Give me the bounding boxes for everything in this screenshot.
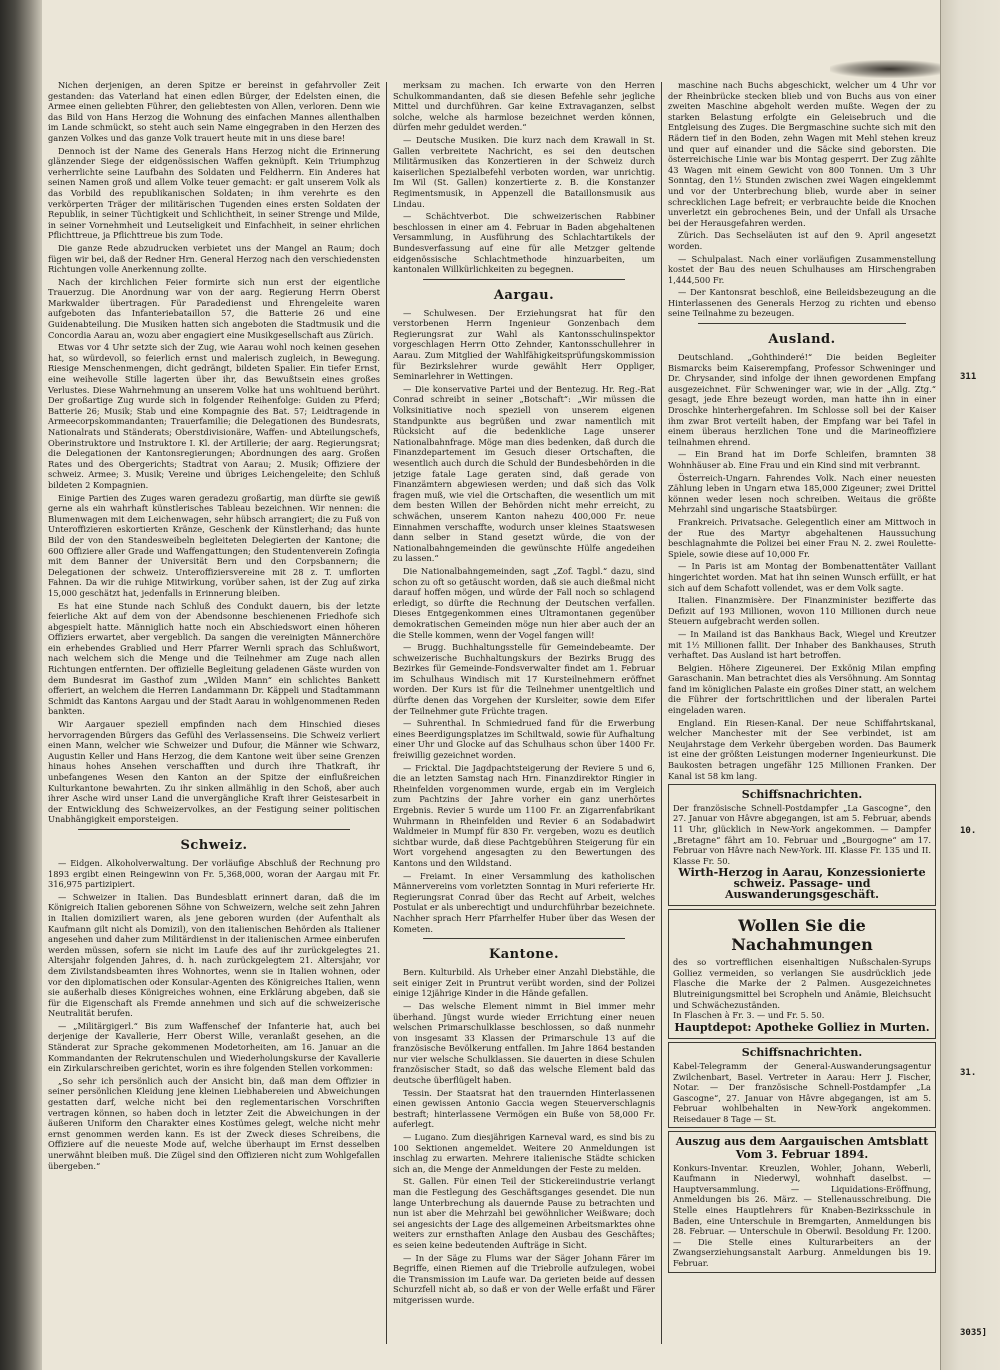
- paragraph: Einige Partien des Zuges waren geradezu großartig, man dürfte sie gewiß gerne als ein wahrhaft künstlerisches Tableau bezeichnen. Wir nennen: die Blumenwagen mit dem Leichenwagen, sehr hübsch arrangiert; die zu Fuß von Unteroffizieren eskortierten Kränze, Geschenk der Künstlerhand; das hunte Bild der von den Standesweibeln begleiteten Delegierten der Kantone; die 600 Offiziere aller Grade und Waffengattungen; den Studentenverein Zofingia mit dem Banner der Universität Bern und den Corpsbannern; die Delegationen der schweiz. Unteroffiziersvereine mit 28 z. T. umflorten Fahnen. Da wir die ruhige Mitwirkung, vorüber sahen, ist der Zug auf zirka 15,000 geschätzt hat, jedenfalls in Erinnerung bleiben.: [48, 492, 380, 598]
- paragraph: England. Ein Riesen-Kanal. Der neue Schiffahrtskanal, welcher Manchester mit der See verbindet, ist am Neujahrstage dem Verkehr übergeben worden. Das Baumerk ist eine der größten Leistungen moderner Ingenieurkunst. Die Baukosten betragen ungefähr 125 Millionen Franken. Der Kanal ist 58 km lang.: [668, 717, 936, 781]
- paragraph: „So sehr ich persönlich auch der Ansicht bin, daß man dem Offizier in seiner persönlichen Kleidung jene kleinen Liebhabereien und Abweichungen gestatten darf, welche nicht bei den reglementarischen Vorschriften vertragen können, so haben doch in letzter Zeit die Abweichungen in der äußeren Uniform den Charakter eines Kostümes gelegt, welche nicht mehr ernst genommen werden kann. Es ist der Zweck dieses Schreibens, die Offiziere auf die neueste Mode auf, welche überhaupt im Ernst desselben unerwähnt bleiben muß. Die Zügel sind den Offizieren nicht zum Wohlgefallen übergeben.“: [48, 1075, 380, 1171]
- excerpt-text: Konkurs-Inventar. Kreuzlen, Wohler, Johann, Weberli, Kaufmann in Niederwyl, wohnhaft daselbst. — Hauptversammlung. — Liquidations-Eröffnung, Anmeldungen bis 26. März. — Stellenausschreibung. Die Stelle eines Hauptlehrers für Knaben-Bezirksschule in Baden, eine Unterschule in Bremgarten, Anmeldungen bis 28. Februar. — Unterschule in Oberwil. Besoldung Fr. 1200. — Die Stelle eines Kulturarbeiters an der Zwangserziehungsanstalt Aarburg. Anmeldungen bis 19. Februar.: [673, 1162, 931, 1268]
- paragraph: Nach der kirchlichen Feier formirte sich nun erst der eigentliche Trauerzug. Die Anordnung war von der aarg. Regierung Herrn Oberst Markwalder übertragen. Für Paradedienst und Ehrengeleite waren aufgeboten das Infanteriebataillon 57, die Batterie 26 und eine Guidenabteilung. Die Musiken hatten sich angeboten die Stadtmusik und die Concordia Aarau an, wozu aber engagiert eine Musikgesellschaft aus Zürich.: [48, 276, 380, 340]
- advertisement-shipping: [668, 784, 936, 906]
- adjacent-page-strip: [940, 0, 1000, 1370]
- section-divider: [78, 829, 350, 830]
- section-title-schweiz: Schweiz.: [180, 837, 248, 853]
- column-2: [393, 80, 655, 1345]
- advertisement-golliez: [668, 909, 936, 1039]
- column-1: [48, 80, 380, 1345]
- paragraph: — Das welsche Element nimmt in Biel immer mehr überhand. Jüngst wurde wieder Errichtung einer neuen welschen Primarschulklasse beschlossen, so daß nunmehr von insgesamt 33 Klassen der Primarschule 13 auf die französische Bevölkerung entfallen. Im Jahre 1864 bestanden nur vier welsche Schulklassen. Sie dauerten in diese Schulen französischer Stadt, so daß das welsche Element bald das deutsche überflügelt haben.: [393, 1000, 655, 1086]
- section-title-aargau: Aargau.: [493, 287, 555, 303]
- section-title-ausland: Ausland.: [768, 332, 836, 348]
- paragraph: — Der Kantonsrat beschloß, eine Beileidsbezeugung an die Hinterlassenen des Generals Herzog zu richten und ebenso seine Teilnahme zu bezeugen.: [668, 287, 936, 319]
- column-3: [668, 80, 936, 1345]
- paragraph: — In Paris ist am Montag der Bombenattentäter Vaillant hingerichtet worden. Mat hat ihn seinen Wunsch erfüllt, er hat sich auf dem Schafott vollendet, was er dem Volk sagte.: [668, 561, 936, 593]
- section-divider: [698, 323, 906, 324]
- ink-smudge: [830, 60, 950, 78]
- amtsblatt-excerpt: [668, 1131, 936, 1272]
- paragraph: maschine nach Buchs abgeschickt, welcher um 4 Uhr vor der Rheinbrücke stecken blieb und von Buchs aus von einer zweiten Maschine abgeholt werden mußte. Wegen der zu starken Belastung erfolgte ein Geleisebruch und die Entgleisung des Zuges. Die Bergmaschine suchte sich mit den Rädern tief in den Boden, zehn Wagen mit Mehl stehen kreuz und quer auf einander und die Säcke sind geborsten. Die österreichische Linie war bis Montag gesperrt. Der Zug zählte 43 Wagen mit einem Gewicht von 800 Tonnen. Um 3 Uhr Sonntag, den 1½ Stunden zwischen zwei Wagen eingeklemmt und vor der Unterbrechung blieb, wurde aber in seiner schrecklichen Lage befreit; er verbrauchte beide die Knochen unverletzt ein gebrochenes Bein, und der Unfall als Ursache bei der Herausgefahren werden.: [668, 80, 936, 228]
- edge-mark: 10.: [960, 826, 977, 836]
- paragraph: — Fricktal. Die Jagdpachtsteigerung der Reviere 5 und 6, die an letzten Samstag nach Hrn. Finanzdirektor Ringier in Rheinfelden vorgenommen wurde, ergab ein im Vergleich zum Pachtzins der Jahre vorher ein ganz unerhörtes Ergebnis. Revier 5 wurde um 1100 Fr. an Zigarrenfabrikant Wuhrmann in Rheinfelden und Revier 6 an Sodabadwirt Waldmeier in Mumpf für 830 Fr. vergeben, wozu es deutlich sichtbar wurde, daß diese Pachtgebühren Steigerung für ein Wort vorgehend angesagten zu den Bewertungen des Kantons und den Wildstand.: [393, 762, 655, 868]
- paragraph: Nichen derjenigen, an deren Spitze er bereinst in gefahrvoller Zeit gestanden: das Vaterland hat einen edlen Bürger, der Edelsten einen, die Armee einen geliebten Führer, den geliebtesten von Allen, verloren. Denn wie das Bild von Hans Herzog die Wohnung des einfachen Mannes allenthalben im Lande schmückt, so steht auch sein Name eingegraben in den Herzen des ganzen Volkes und das ganze Volk trauert heute mit in uns diese bare!: [48, 80, 380, 143]
- scan-binding-edge: [0, 0, 42, 1370]
- ad-price: In Flaschen à Fr. 3. — und Fr. 5. 50.: [673, 1010, 825, 1021]
- ad-headline: Wollen Sie die Nachahmungen: [731, 916, 873, 955]
- ad-title: Schiffsnachrichten.: [741, 788, 863, 802]
- edge-mark: 311: [960, 372, 977, 382]
- excerpt-title: Auszug aus dem Aargauischen Amtsblatt: [675, 1135, 929, 1149]
- paragraph: Dennoch ist der Name des Generals Hans Herzog nicht die Erinnerung glänzender Siege der eidgenössischen Waffen geknüpft. Kein Triumphzug verherrlichte seine Laufbahn des Soldaten und Feldherrn. Ein Anderes hat seinen Namen groß und allem Volke teuer gemacht: er galt unserem Volk als das Vorbild des republikanischen Soldaten; in ihm verehrte es den verkörperten Träger der militärischen Tugenden eines ersten Soldaten der Republik, in seiner Tüchtigkeit und Schlichtheit, in seiner Strenge und Milde, in seiner Vornehmheit und Leutseligkeit und Einfachheit, in seiner ehrlichen Pflichttreue, ja Pflichttreue bis zum Tode.: [48, 145, 380, 241]
- section-divider: [423, 938, 625, 939]
- paragraph: — Schächtverbot. Die schweizerischen Rabbiner beschlossen in einer am 4. Februar in Baden abgehaltenen Versammlung, in Ausführung des Schlachtartikels der Bundesverfassung auf eine für alle Metzger geltende eidgenössische Schlachtmethode hinzuarbeiten, um kantonalen Willkürlichkeiten zu begegnen.: [393, 211, 655, 275]
- paragraph: — Schweizer in Italien. Das Bundesblatt erinnert daran, daß die im Königreich Italien geborenen Söhne von Schweizern, welche seit zehn Jahren in Italien domiziliert waren, als jene geboren wurden (der Aufenthalt als Kaufmann gilt nicht als Domizil), von den italienischen Behörden als Italiener angesehen und daher zum Militärdienst in der italienischen Armee einberufen werden müssen, sofern sie nicht im Laufe des auf ihr zurückgelegtes 21. Altersjahr folgenden Jahres, d. h. nach zurückgelegtem 21. Altersjahr, vor dem Zivilstandsbeamten ihres Wohnortes, wenn sie in Italien wohnen, oder vor den diplomatischen oder Konsular-Agenten des Königreiches Italien, wenn sie außerhalb dieses Königreiches wohnen, eine Erklärung abgeben, daß sie für die Eigenschaft als Fremde annehmen und sich auf die schweizerische Neutralität berufen.: [48, 891, 380, 1019]
- paragraph: merksam zu machen. Ich erwarte von den Herren Schulkommandanten, daß sie diesen Befehle sehr jegliche Mittel und durchführen. Gar keine Extravaganzen, selbst solche, welche als harmlose bezeichnet werden können, dürfen mehr geduldet werden.“: [393, 80, 655, 133]
- paragraph: — In Mailand ist das Bankhaus Back, Wiegel und Kreutzer mit 1½ Millionen fallit. Der Inhaber des Bankhauses, Struth verhaftet. Das Ausland ist hart betroffen.: [668, 628, 936, 661]
- paragraph: Wir Aargauer speziell empfinden nach dem Hinschied dieses hervorragenden Bürgers das Gefühl des Verlassenseins. Die Schweiz verliert einen Mann, welcher wie Schweizer und Dufour, die Männer wie Schwarz, Augustin Keller und Hans Herzog, die dem Kantone weit über seine Grenzen hinaus hohes Ansehen verschafften und durch ihre Thatkraft, ihr unbefangenes Wesen den Kanton an der Spitze der einflußreichen Kulturkantone bewahrten. Zu ihr sinken allmählig in den Schoß, aber auch ihrer Asche wird unser Land die unvergängliche Kraft ihrer Geistesarbeit in der Entwicklung des Schweizervolkes, an der Festigung seiner politischen Unabhängigkeit emporsteigen.: [48, 719, 380, 825]
- paragraph: Es hat eine Stunde nach Schluß des Condukt dauern, bis der letzte feierliche Akt auf dem von der Abendsonne beschienenen Friedhofe sich abgespielt hatte. Männiglich hatte noch ein Abschiedswort einen höheren Offiziers erwartet, aber vergeblich. Da sangen die vereinigten Männerchöre ein erhebendes Grablied und Herr Pfarrer Wernli sprach das Schlußwort, nach welchem sich die Menge und die Teilnehmer am Zuge nach allen Richtungen entfernten. Der offizielle Begleitung geladenen Gäste wurden von dem Bundesrat im Gasthof zum „Wilden Mann“ ein schlichtes Bankett offeriert, an welchem die Herren Landammann Dr. Käppeli und Stadtammann Schmidt das Kantons Aargau und der Stadt Aarau in wohlgenommenen Reden bankten.: [48, 600, 380, 717]
- paragraph: Die Nationalbahngemeinden, sagt „Zof. Tagbl.“ dazu, sind schon zu oft so getäuscht worden, daß sie auch dießmal nicht darauf hoffen mögen, und würde der Fall noch so schlagend erledigt, so dürfte die Rechnung der Deutschen verfallen. Dieses Entgegenkommen eines Ultramontanen gegenüber demokratischen Gemeinden möge nun hier aber auch der an die Stelle kommen, wenn der Vogel fangen will!: [393, 565, 655, 640]
- paragraph: — Suhrenthal. In Schmiedrued fand für die Erwerbung eines Beerdigungsplatzes im Schiltwald, sowie für Aufhaltung einer Uhr und Glocke auf das Schulhaus schon über 1400 Fr. freiwillig gezeichnet worden.: [393, 718, 655, 761]
- column-rule-1: [386, 82, 387, 1344]
- paragraph: Österreich-Ungarn. Fahrendes Volk. Nach einer neuesten Zählung leben in Ungarn etwa 185,000 Zigeuner; zwei Drittel können weder lesen noch schreiben. Weitaus die größte Mehrzahl sind ungarische Staatsbürger.: [668, 472, 936, 515]
- advertisement-shipping-2: [668, 1042, 936, 1128]
- paragraph: — „Militärgigerl.“ Bis zum Waffenschef der Infanterie hat, auch bei derjenige der Kavallerie, Herr Oberst Wille, veranlaßt gesehen, an die Ständerat zur Sprache gekommenen Modetorheiten, am 16. Januar an die Kommandanten der Rekrutenschulen und Wiederholungskurse der Kavallerie ein Zirkularschreiben gerichtet, worin es ihre folgenden Stellen vorkommen:: [48, 1020, 380, 1074]
- paragraph: — Die konservative Partei und der Bentezug. Hr. Reg.-Rat Conrad schreibt in seiner „Botschaft“: „Wir müssen die Volksinitiative noch speziell von unserem eigenen Standpunkte aus begrüßen und zwar namentlich mit Rücksicht auf die bedenkliche Lage unserer Nationalbahnfrage. Möge man dies bedenken, daß durch die Finanzdepartement im Gesuch dieser Ortschaften, die wesentlich auch durch die Schuld der Bundesbehörden in die jetzige fatale Lage geraten sind, daß gerade von Finanzämtern abgewiesen werden; und daß sich das Volk fragen muß, wie viel die Ortschaften, die wesentlich um mit dem besten Willen der Behörden nicht mehr erreicht, zu schwächen, unserem Kanton nahezu 400,000 Fr. neue Einnahmen verschaffte, wodurch unser kleines Staatswesen dann selber in Stand gesetzt würde, die von der Nationalbahngemeinden die gewünschte Hülfe angedeihen zu lassen.“: [393, 383, 655, 564]
- ad-agent: Wirth-Herzog in Aarau, Konzessionierte schweiz. Passage- und Auswanderungsgeschäft.: [678, 866, 926, 901]
- paragraph: — Deutsche Musiken. Die kurz nach dem Krawall in St. Gallen verbreitete Nachricht, es sei den deutschen Militärmusiken das Konzertieren in der Schweiz durch kaiserlichen Spezialbefehl verboten worden, war unrichtig. Im Wil (St. Gallen) konzertierte z. B. die Konstanzer Regimentsmusik, in Appenzell die Bataillonsmusik aus Lindau.: [393, 134, 655, 209]
- ad-text: Der französische Schnell-Postdampfer „La Gascogne“, den 27. Januar von Hâvre abgegangen, ist am 5. Februar, abends 11 Uhr, glücklich in New-York angekommen. — Dampfer „Bretagne“ fährt am 10. Februar und „Bourgogne“ am 17. Februar von Hâvre nach New-York. III. Klasse Fr. 135 und II. Klasse Fr. 50.: [673, 802, 931, 866]
- paragraph: St. Gallen. Für einen Teil der Stickereiindustrie verlangt man die Festlegung des Geschäftsganges gesendet. Die nun lange Unterbrechung als dauernde Pause zu betrachten und nun ist aber die Mehrzahl bei gewöhnlicher Weißware; doch sei angesichts der Lage des allgemeinen Arbeitsmarktes ohne weiters zur ernsthaften Anlage den Ausbau des Geschäftes; es seien keine bedeutenden Aufträge in Sicht.: [393, 1176, 655, 1250]
- section-title-kantone: Kantone.: [488, 947, 560, 963]
- paragraph: — Schulwesen. Der Erziehungsrat hat für den verstorbenen Herrn Ingenieur Gonzenbach dem Regierungsrat zur Wahl als Kantonsschulinspektor vorgeschlagen Herrn Otto Zehnder, Kantonsschullehrer in Aarau. Zum Mitglied der Wahlfähigkeitsprüfungskommission für Bezirkslehrer wurde gewählt Herr Oppliger, Seminarlehrer in Wettingen.: [393, 307, 655, 382]
- ad-text: des so vortrefflichen eisenhaltigen Nußschalen-Syrups Golliez vermeiden, so verlangen Sie ausdrücklich jede Flasche die Marke der 2 Palmen. Ausgezeichnetes Blutreinigungsmittel bei Scropheln und Anämie, Bleichsucht und Schwächezuständen.: [673, 957, 931, 1010]
- paragraph: — Schulpalast. Nach einer vorläufigen Zusammenstellung kostet der Bau des neuen Schulhauses am Hirschengraben 1,444,500 Fr.: [668, 253, 936, 285]
- paragraph: Tessin. Der Staatsrat hat den trauernden Hinterlassenen einen gewissen Antonio Gaccia wegen Steuerverschlagnis bestraft; hinterlassene Vermögen ein Buße von 58,000 Fr. auferlegt.: [393, 1087, 655, 1130]
- paragraph: Bern. Kulturbild. Als Urheber einer Anzahl Diebstähle, die seit einiger Zeit in Pruntrut verübt worden, sind der Polizei einige 12jährige Kinder in die Hände gefallen.: [393, 967, 655, 999]
- section-divider: [423, 279, 625, 280]
- paragraph: Die ganze Rede abzudrucken verbietet uns der Mangel an Raum; doch fügen wir bei, daß der Redner Hrn. General Herzog nach den verschiedensten Richtungen volle Anerkennung zollte.: [48, 242, 380, 275]
- ad-title: Schiffsnachrichten.: [741, 1046, 863, 1060]
- ad-depot: Hauptdepot: Apotheke Golliez in Murten.: [674, 1020, 930, 1034]
- edge-mark: 31.: [960, 1068, 977, 1078]
- paragraph: Zürich. Das Sechseläuten ist auf den 9. April angesetzt worden.: [668, 230, 936, 251]
- paragraph: — In der Säge zu Flums war der Säger Johann Färer im Begriffe, einen Riemen auf die Triebrolle aufzulegen, wobei die Transmission im Laufe war. Da gerieten beide auf dessen Schurzfell nicht ab, so daß er von der Welle erfaßt und Färer mitgerissen wurde.: [393, 1252, 655, 1305]
- column-rule-2: [661, 82, 662, 1344]
- paragraph: — Brugg. Buchhaltungsstelle für Gemeindebeamte. Der schweizerische Buchhaltungskurs der Bezirks Brugg des Bezirkes für Gemeinde-Fondsverwalter findet am 1. Februar im Schulhaus Windisch mit 17 Kursteilnehmern eröffnet worden. Der Kurs ist für die Teilnehmer unentgeltlich und dürfte denen das Vorgehen der Kursleiter, sowie dem Eifer der Teilnehmer gute Früchte tragen.: [393, 642, 655, 716]
- paragraph: Etwas vor 4 Uhr setzte sich der Zug, wie Aarau wohl noch keinen gesehen hat, so würdevoll, so feierlich ernst und malerisch zugleich, in Bewegung. Riesige Menschenmengen, dicht gedrängt, bildeten Spalier. Ein tiefer Ernst, eine weihevolle Stille lagerten über ihr, das Bewußtsein eines großes Verlustes. Diese Wahrnehmung an unserem Volke hat uns wohltuend berührt. Der großartige Zug wurde sich in folgender Reihenfolge: Guiden zu Pferd; Batterie 26; Musik; Stab und eine Kompagnie des Bat. 57; Leidtragende in Armeecorpskommandanten; Trauerfamilie; die Delegationen des Bundesrats, Nationalrats und Ständerats; Oberstdivisionäre, Waffen- und Abteilungschefs, Oberinstruktore und Instruktore I. Kl. der Artillerie; der aarg. Regierungsrat; die Delegationen der Kantonsregierungen; Abordnungen des aarg. Großen Rates und des Obergerichts; Stadtrat von Aarau; 2. Musik; Offiziere der schweiz. Armee; 3. Musik; Vereine und übriges Leichengeleite; den Schluß bildeten 2 Kompagnien.: [48, 342, 380, 490]
- edge-mark: 3035]: [960, 1328, 988, 1338]
- paragraph: — Lugano. Zum diesjährigen Karneval ward, es sind bis zu 100 Sektionen angemeldet. Weitere 20 Anmeldungen ist inschlag zu erwarten. Mehrere italienische Städte schicken sich an, die Menge der Anmeldungen der Feste zu melden.: [393, 1132, 655, 1174]
- paragraph: — Ein Brand hat im Dorfe Schleifen, bramnten 38 Wohnhäuser ab. Eine Frau und ein Kind sind mit verbrannt.: [668, 449, 936, 470]
- excerpt-date: Vom 3. Februar 1894.: [735, 1148, 869, 1162]
- paragraph: Frankreich. Privatsache. Gelegentlich einer am Mittwoch in der Rue des Martyr abgehaltenen Haussuchung beschlagnahmte die Polizei bei einer Frau N. 2. zwei Roulette-Spiele, sowie diese auf 10,000 Fr.: [668, 516, 936, 559]
- paragraph: Belgien. Höhere Zigeunerei. Der Exkönig Milan empfing Garaschanin. Man betrachtet dies als Versöhnung. Am Sonntag fand im königlichen Palaste ein großes Diner statt, an welchem die Führer der fortschrittlichen und der liberalen Partei eingeladen waren.: [668, 662, 936, 716]
- paragraph: Italien. Finanzmisère. Der Finanzminister bezifferte das Defizit auf 193 Millionen, wovon 110 Millionen durch neue Steuern aufgebracht werden sollen.: [668, 595, 936, 627]
- paragraph: — Freiamt. In einer Versammlung des katholischen Männervereins vom vorletzten Sonntag in Muri referierte Hr. Regierungsrat Conrad über das Recht auf Arbeit, welches Postulat er als unberechtigt und undurchführbar bezeichnete. Nachher sprach Herr Pfarrhelfer Huber über das Wesen der Kometen.: [393, 870, 655, 934]
- paragraph: Deutschland. „Gohthinderé!“ Die beiden Begleiter Bismarcks beim Kaiserempfang, Professor Schweninger und Dr. Chrysander, sind infolge der ihnen gewordenen Empfang ausgezeichnet. Für Schweninger war, wie in der „Allg. Ztg.“ gesagt, jede Ehre bezeugt worden, man hatte ihn in einer Droschke hinterhergefahren. Im Schlosse soll bei der Kaiser ihm zwar Brot verteilt haben, der Empfang war bei Tafel in einem überaus herzlichen Tone und die Marineoffiziere teilnahmen ehrend.: [668, 352, 936, 447]
- paragraph: — Eidgen. Alkoholverwaltung. Der vorläufige Abschluß der Rechnung pro 1893 ergibt einen Reingewinn von Fr. 5,368,000, woran der Aargau mit Fr. 316,975 partizipiert.: [48, 857, 380, 890]
- ad-text: Kabel-Telegramm der General-Auswanderungsagentur Zwilchenbart, Basel. Vertreter in Aarau: Herr J. Fischer, Notar. — Der französische Schnell-Postdampfer „La Gascogne“, 27. Januar von Hâvre abgegangen, ist am 5. Februar wohlbehalten in New-York angekommen. Reisedauer 8 Tage — St.: [673, 1060, 931, 1124]
